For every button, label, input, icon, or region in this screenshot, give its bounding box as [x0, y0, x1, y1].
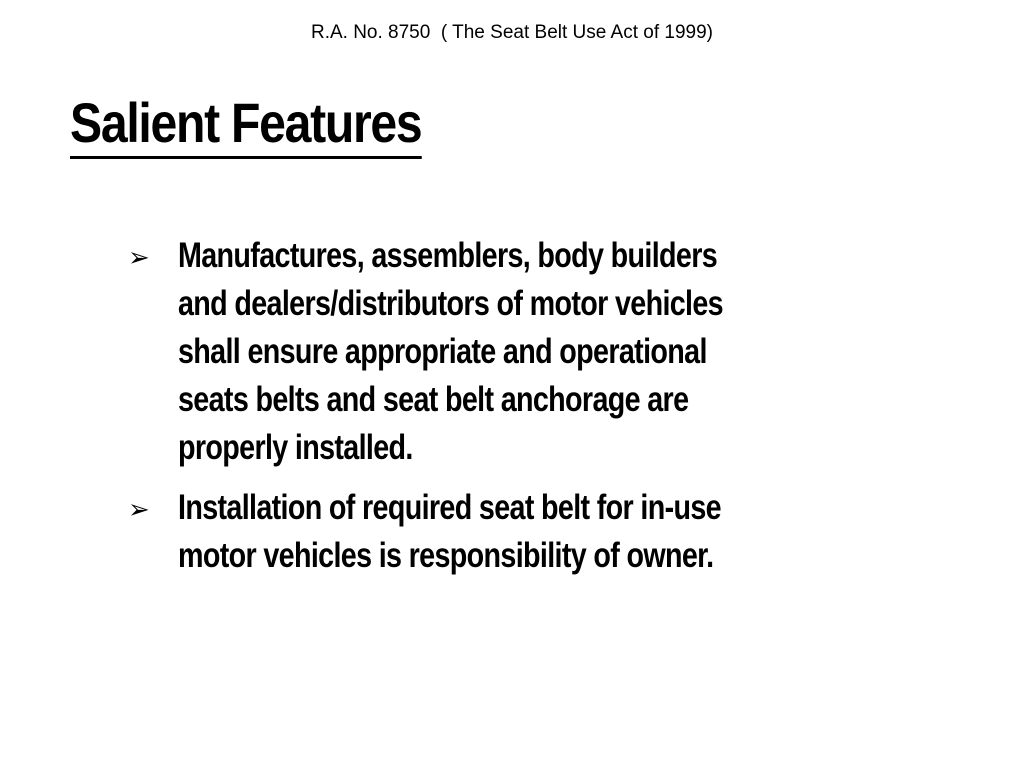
arrow-bullet-icon: ➢ — [128, 495, 150, 525]
bullet-item-2 — [128, 484, 928, 580]
bullet-text-2: Installation of required seat belt for in-use motor vehicles is responsibility of owner. — [178, 488, 721, 575]
arrow-bullet-icon: ➢ — [128, 243, 150, 273]
bullet-list — [128, 232, 928, 592]
bullet-text-1: Manufactures, assemblers, body builders and dealers/distributors of motor vehicles shall ensure appropriate and operational seats belts and seat belt anchorage are properly installed. — [178, 236, 723, 467]
slide-title-text: Salient Features — [70, 92, 421, 159]
bullet-item-1 — [128, 232, 928, 472]
slide-header: R.A. No. 8750 ( The Seat Belt Use Act of 1999) — [310, 22, 714, 43]
slide-title — [70, 92, 421, 159]
